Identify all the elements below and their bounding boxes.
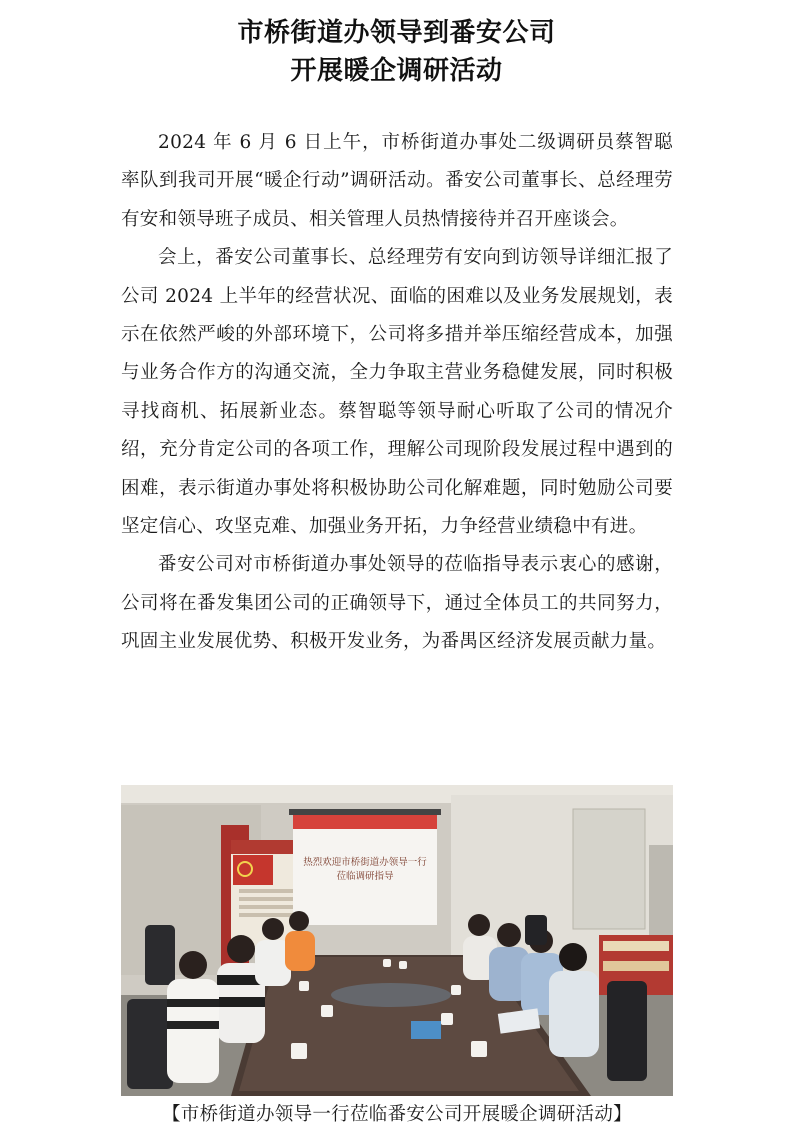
meeting-photo bbox=[121, 785, 673, 1096]
table-reflection bbox=[331, 983, 451, 1007]
article-title bbox=[0, 14, 793, 90]
meeting-photo-illustration bbox=[121, 785, 673, 1096]
paragraph-2: 会上，番安公司董事长、总经理劳有安向到访领导详细汇报了公司 2024 上半年的经营状况、面临的困难以及业务发展规划，表示在依然严峻的外部环境下，公司将多措并举压缩经营成本，加强与业务合作方的沟通交流，全力争取主营业务稳健发展，同时积极寻找商机、拓展新业态。蔡智聪等领导耐心听取了公司的情况介绍，充分肯定公司的各项工作，理解公司现阶段发展过程中遇到的困难，表示街道办事处将积极协助公司化解难题，同时勉励公司要坚定信心、攻坚克难、加强业务开拓，力争经营业绩稳中有进。 bbox=[121, 247, 673, 538]
wall-panel bbox=[649, 845, 673, 935]
projection-screen bbox=[293, 815, 437, 925]
slide-header-bar bbox=[293, 815, 437, 829]
screen-text-1: 热烈欢迎市桥街道办领导一行 bbox=[303, 857, 427, 868]
party-emblem-icon bbox=[233, 855, 273, 885]
photo-caption: 【市桥街道办领导一行莅临番安公司开展暖企调研活动】 bbox=[161, 1104, 632, 1125]
title-line-1: 市桥街道办领导到番安公司 bbox=[237, 18, 556, 48]
tissue-box bbox=[411, 1021, 441, 1039]
notice-board-header bbox=[231, 840, 301, 854]
title-line-2: 开展暖企调研活动 bbox=[290, 56, 503, 86]
screen-housing bbox=[289, 809, 441, 815]
paragraph-3: 番安公司对市桥街道办事处领导的莅临指导表示衷心的感谢，公司将在番发集团公司的正确领导下，通过全体员工的共同努力，巩固主业发展优势、积极开发业务，为番禺区经济发展贡献力量。 bbox=[121, 554, 673, 653]
article-body bbox=[121, 124, 673, 662]
window-blinds bbox=[573, 809, 645, 929]
paragraph-1: 2024 年 6 月 6 日上午，市桥街道办事处二级调研员蔡智聪率队到我司开展“暖企行动”调研活动。番安公司董事长、总经理劳有安和领导班子成员、相关管理人员热情接待并召开座谈会。 bbox=[121, 132, 673, 230]
screen-text-2: 莅临调研指导 bbox=[336, 871, 394, 882]
